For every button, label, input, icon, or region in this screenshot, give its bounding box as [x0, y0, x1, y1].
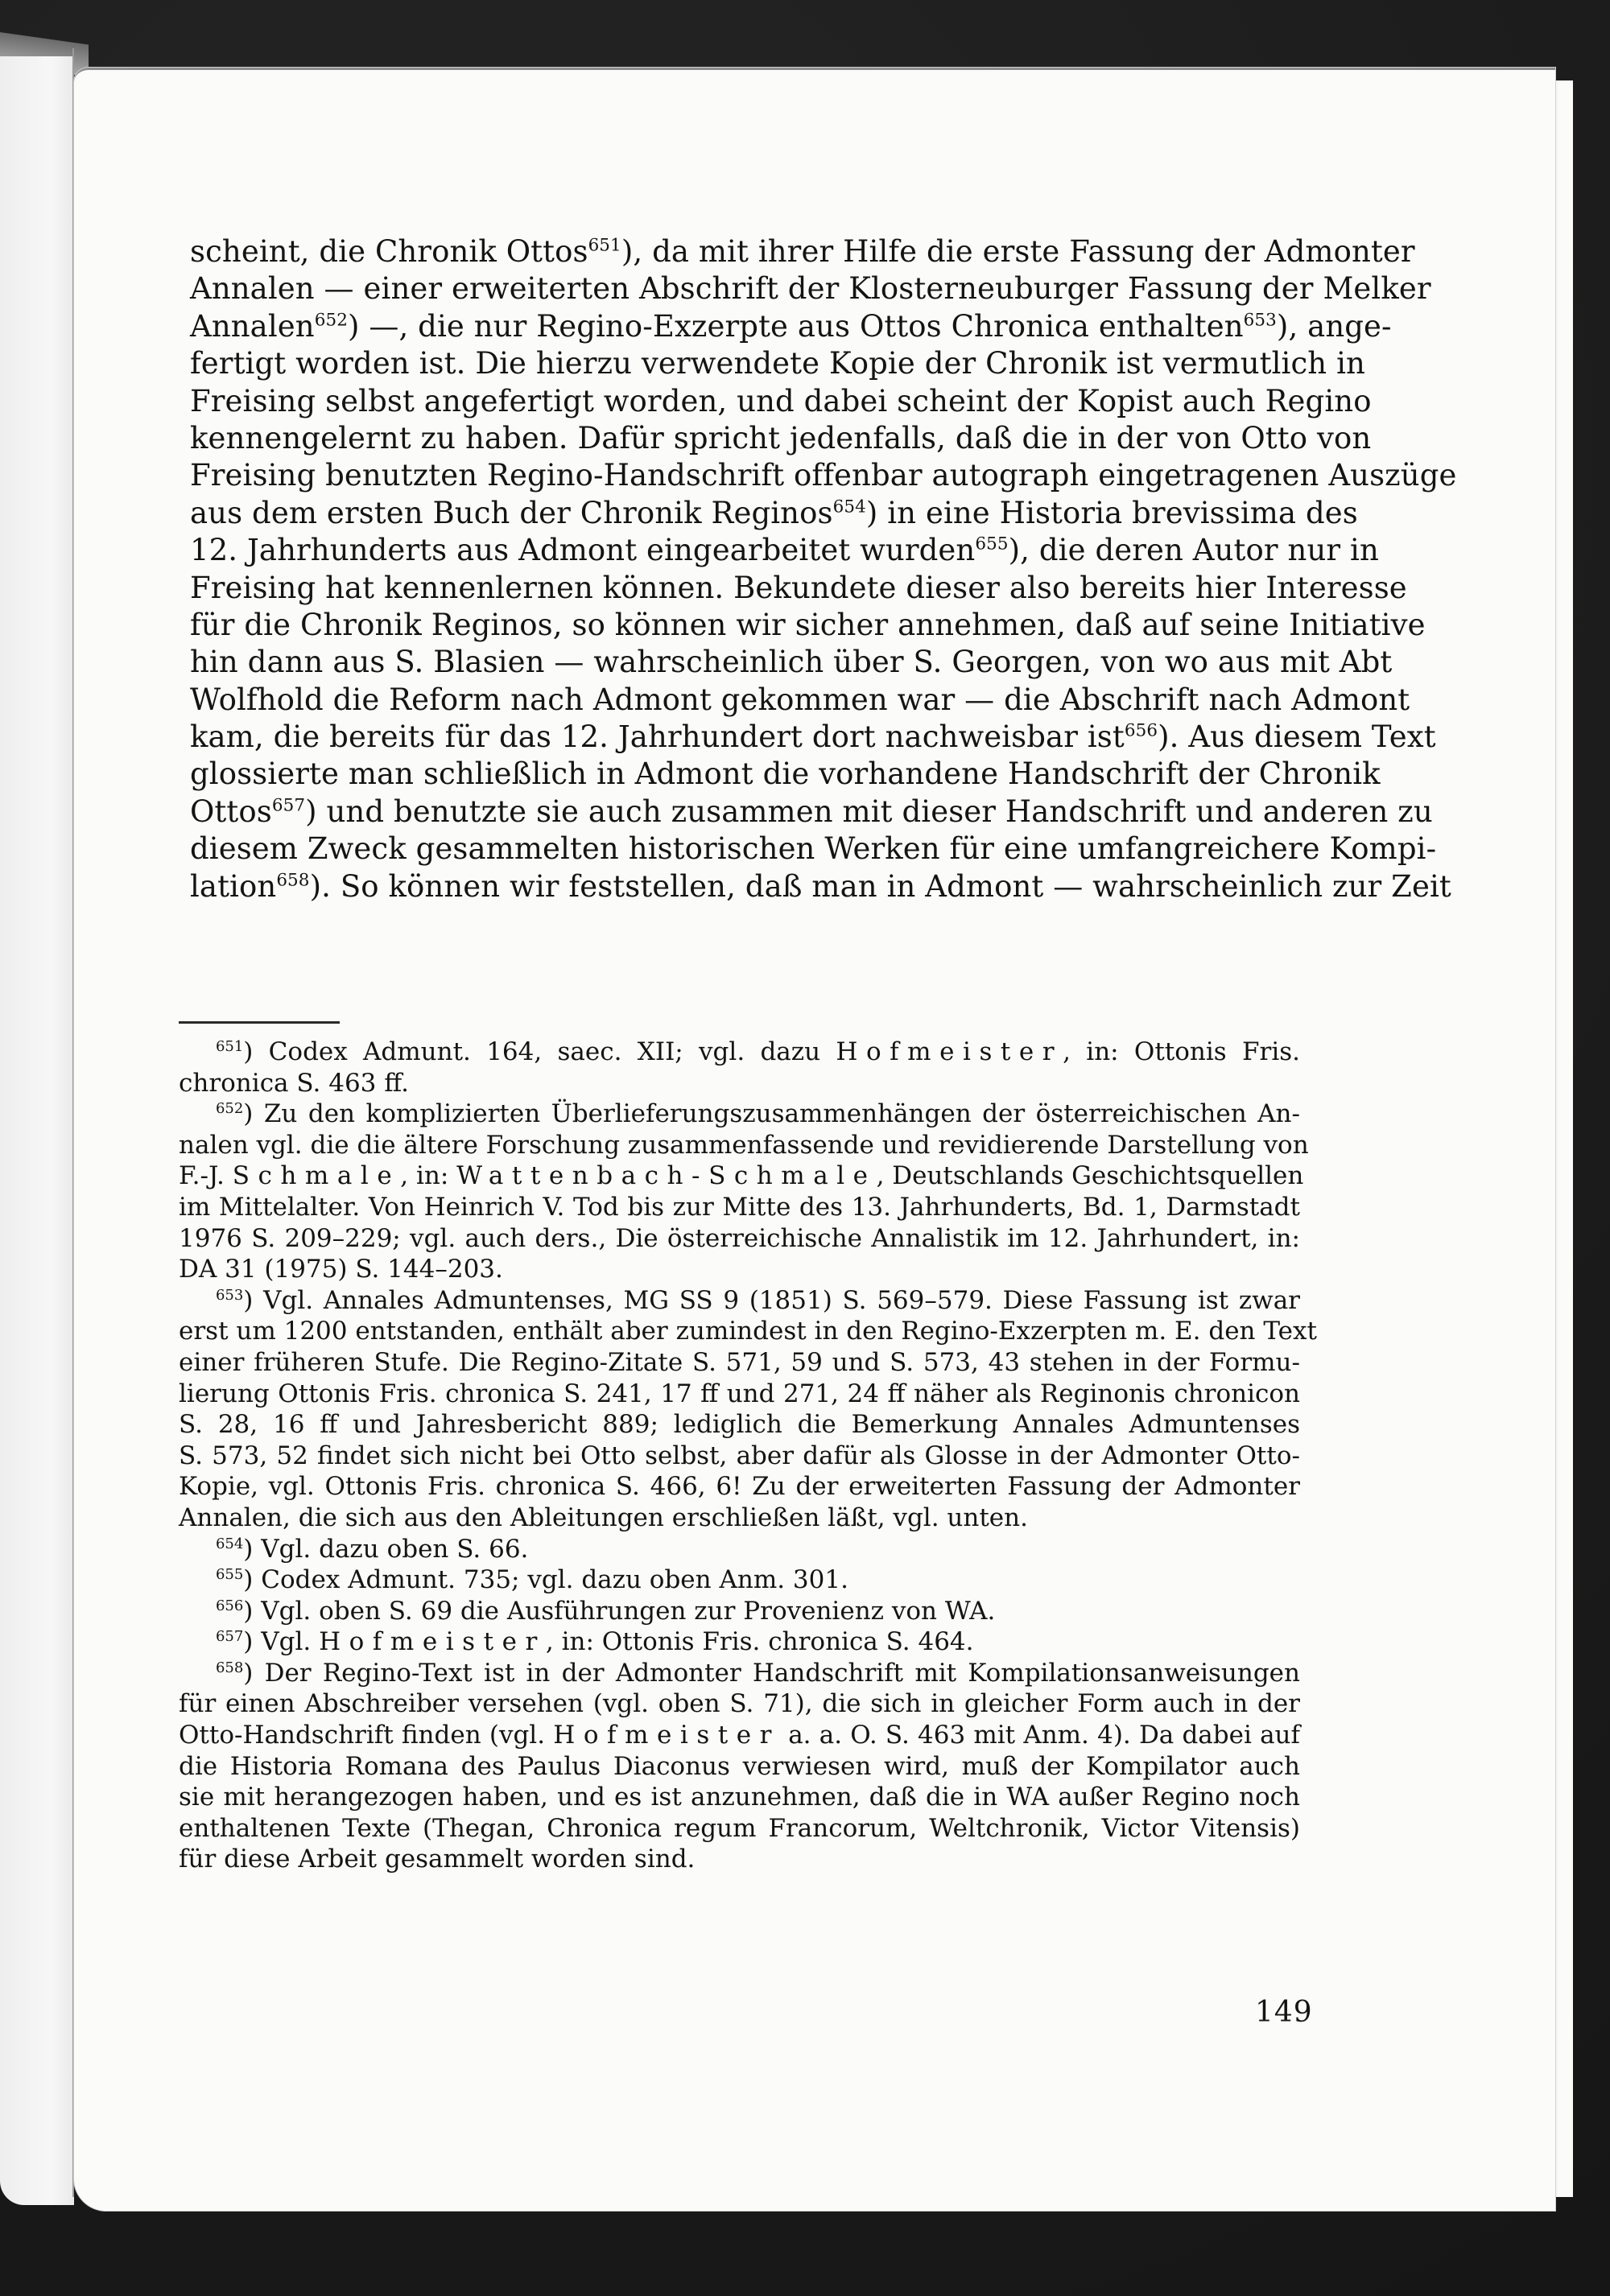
footnote-ref: 656 — [1124, 720, 1158, 741]
footnote-line: erst um 1200 entstanden, enthält aber zumindest in den Regino-Exzerpten m. E. den Text — [179, 1317, 1317, 1346]
footnote-line: F.-J. Schmale, in: Wattenbach-Schmale, Deutschlands Geschichtsquellen — [179, 1161, 1304, 1191]
footnote-line: Otto-Handschrift finden (vgl. Hofmeister a. a. O. S. 463 mit Anm. 4). Da dabei auf — [179, 1721, 1300, 1750]
body-line: Annalen — einer erweiterten Abschrift der Klosterneuburger Fassung der Melker — [190, 271, 1431, 307]
footnote-ref: 655 — [975, 534, 1009, 554]
footnote-ref: 658 — [276, 870, 310, 891]
footnote-line: einer früheren Stufe. Die Regino-Zitate S. 571, 59 und S. 573, 43 stehen in der Formu- — [179, 1347, 1300, 1377]
footnote-ref: 651 — [588, 235, 621, 256]
body-line: Freising benutzten Regino-Handschrift offenbar autograph eingetragenen Auszüge — [190, 458, 1457, 493]
footnote-line: Kopie, vgl. Ottonis Fris. chronica S. 466, 6! Zu der erweiterten Fassung der Admonter — [179, 1472, 1300, 1502]
footnote-656: $^{656}$) Vgl. oben S. 69 die Ausführungen zur Provenienz von WA. — [216, 1596, 996, 1626]
body-line: Wolfhold die Reform nach Admont gekommen war — die Abschrift nach Admont — [190, 682, 1410, 717]
page-number: 149 — [1255, 1996, 1313, 2029]
body-line: glossierte man schließlich in Admont die vorhandene Handschrift der Chronik — [190, 756, 1381, 792]
footnote-line: lierung Ottonis Fris. chronica S. 241, 17 ff und 271, 24 ff näher als Reginonis chronicon — [179, 1379, 1300, 1408]
footnote-653: $^{653}$) Vgl. Annales Admuntenses, MG SS 9 (1851) S. 569–579. Diese Fassung ist zwar — [216, 1285, 1300, 1315]
body-line: Freising selbst angefertigt worden, und dabei scheint der Kopist auch Regino — [190, 383, 1372, 418]
footnote-line: für einen Abschreiber versehen (vgl. oben S. 71), die sich in gleicher Form auch in der — [179, 1689, 1300, 1719]
body-line: Ottos$^{657}$) und benutzte sie auch zusammen mit dieser Handschrift und anderen zu — [190, 794, 1433, 829]
body-line: diesem Zweck gesammelten historischen Werken für eine umfangreichere Kompi- — [190, 831, 1437, 867]
footnote-line: Annalen, die sich aus den Ableitungen erschließen läßt, vgl. unten. — [179, 1502, 1028, 1532]
footnote-line: chronica S. 463 ff. — [179, 1068, 410, 1098]
footnote-657: $^{657}$) Vgl. Hofmeister, in: Ottonis Fris. chronica S. 464. — [216, 1627, 974, 1657]
footnote-line: die Historia Romana des Paulus Diaconus verwiesen wird, muß der Kompilator auch — [179, 1751, 1300, 1781]
body-text — [190, 233, 1457, 905]
body-line: scheint, die Chronik Ottos$^{651}$), da mit ihrer Hilfe die erste Fassung der Admonter — [190, 234, 1415, 269]
body-line: für die Chronik Reginos, so können wir sicher annehmen, daß auf seine Initiative — [190, 607, 1426, 642]
footnote-line: DA 31 (1975) S. 144–203. — [179, 1255, 503, 1284]
body-line: aus dem ersten Buch der Chronik Reginos$^{654}$) in eine Historia brevissima des — [190, 495, 1358, 530]
footnote-line: S. 573, 52 findet sich nicht bei Otto selbst, aber dafür als Glosse in der Admonter Otto- — [179, 1441, 1300, 1470]
body-line: Annalen$^{652}$) —, die nur Regino-Exzerpte aus Ottos Chronica enthalten$^{653}$), ange- — [190, 308, 1392, 344]
footnote-line: 1976 S. 209–229; vgl. auch ders., Die österreichische Annalistik im 12. Jahrhundert, in: — [179, 1223, 1300, 1253]
footnote-line: S. 28, 16 ff und Jahresbericht 889; lediglich die Bemerkung Annales Admuntenses — [179, 1410, 1300, 1440]
footnote-ref: 654 — [832, 497, 866, 517]
body-line: hin dann aus S. Blasien — wahrscheinlich über S. Georgen, von wo aus mit Abt — [190, 645, 1393, 680]
footnote-line: nalen vgl. die die ältere Forschung zusammenfassende und revidierende Darstellung von — [179, 1130, 1309, 1160]
body-line: kam, die bereits für das 12. Jahrhundert dort nachweisbar ist$^{656}$). Aus diesem Text — [190, 719, 1436, 755]
footnote-separator — [179, 1021, 340, 1024]
footnote-line: für diese Arbeit gesammelt worden sind. — [179, 1845, 696, 1874]
footnote-line: enthaltenen Texte (Thegan, Chronica regum Francorum, Weltchronik, Victor Vitensis) — [179, 1813, 1300, 1843]
body-line: 12. Jahrhunderts aus Admont eingearbeitet wurden$^{655}$), die deren Autor nur in — [190, 533, 1379, 568]
body-line: fertigt worden ist. Die hierzu verwendete Kopie der Chronik ist vermutlich in — [190, 346, 1365, 381]
footnote-651: $^{651}$) Codex Admunt. 164, saec. XII; vgl. dazu Hofmeister, in: Ottonis Fris. — [216, 1037, 1300, 1066]
footnote-658: $^{658}$) Der Regino-Text ist in der Admonter Handschrift mit Kompilationsanweisungen — [216, 1658, 1300, 1688]
footnote-ref: 652 — [314, 310, 348, 331]
body-line: lation$^{658}$). So können wir feststellen, daß man in Admont — wahrscheinlich zur Zeit — [190, 868, 1451, 904]
facing-page-sliver — [0, 56, 74, 2205]
footnote-ref: 653 — [1243, 310, 1277, 331]
footnote-654: $^{654}$) Vgl. dazu oben S. 66. — [216, 1534, 529, 1564]
footnote-line: im Mittelalter. Von Heinrich V. Tod bis zur Mitte des 13. Jahrhunderts, Bd. 1, Darmstadt — [179, 1192, 1300, 1222]
body-line: Freising hat kennenlernen können. Bekundete dieser also bereits hier Interesse — [190, 570, 1407, 605]
footnote-line: sie mit herangezogen haben, und es ist anzunehmen, daß die in WA außer Regino noch — [179, 1783, 1300, 1812]
body-line: kennengelernt zu haben. Dafür spricht jedenfalls, daß die in der von Otto von — [190, 420, 1372, 455]
footnote-ref: 657 — [271, 795, 306, 816]
footnotes — [179, 1037, 1317, 1875]
footnote-652: $^{652}$) Zu den komplizierten Überlieferungszusammenhängen der österreichischen An- — [216, 1099, 1300, 1129]
footnote-655: $^{655}$) Codex Admunt. 735; vgl. dazu oben Anm. 301. — [216, 1565, 848, 1595]
